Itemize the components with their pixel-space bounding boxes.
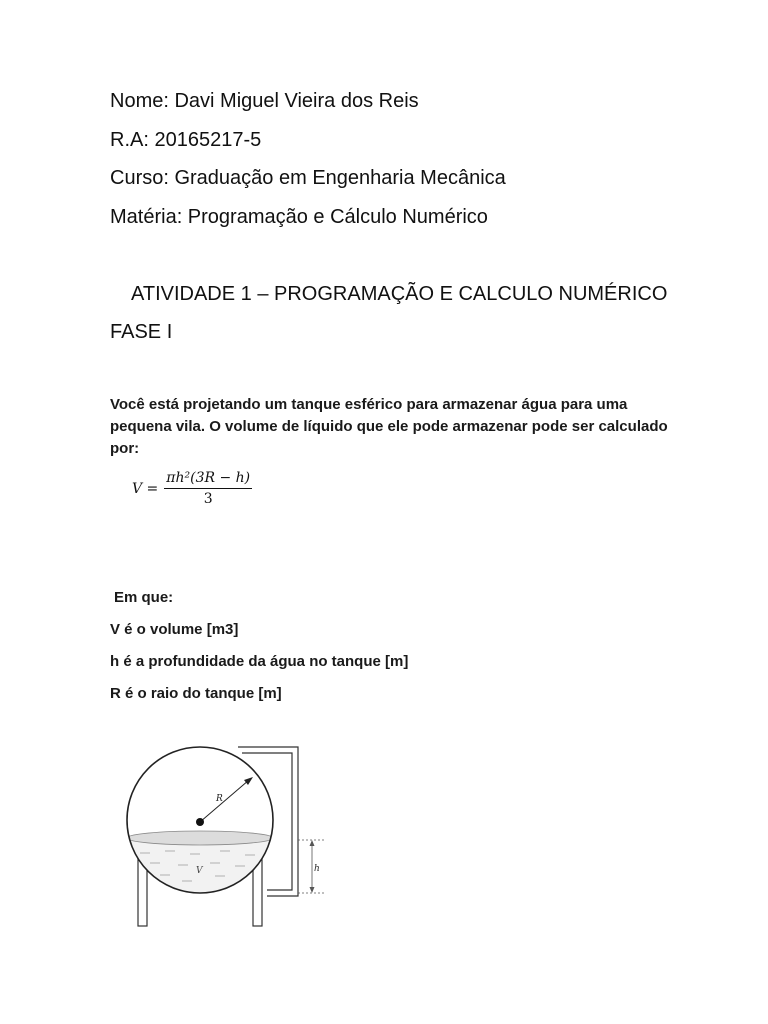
variable-radius: R é o raio do tanque [m] (110, 685, 282, 702)
variables-intro: Em que: (114, 589, 174, 606)
tank-diagram (120, 735, 330, 930)
height-dimension (298, 840, 325, 893)
student-name: Nome: Davi Miguel Vieira dos Reis (110, 90, 419, 112)
volume-formula (132, 470, 252, 507)
formula-denominator: 3 (203, 491, 213, 507)
variable-depth: h é a profundidade da água no tanque [m] (110, 653, 409, 670)
student-ra: R.A: 20165217-5 (110, 129, 262, 151)
formula-lhs: V = (132, 480, 159, 497)
formula-numerator: πh²(3R − h) (164, 470, 252, 489)
activity-title: ATIVIDADE 1 – PROGRAMAÇÃO E CALCULO NUMÉRICO (131, 283, 668, 305)
label-volume: V (196, 866, 203, 876)
radius-indicator (196, 777, 253, 826)
label-radius: R (216, 794, 223, 804)
activity-phase: FASE I (110, 321, 173, 343)
problem-statement: Você está projetando um tanque esférico para armazenar água para uma pequena vila. O volume de líquido que ele pode armazenar pode ser calculado por: (110, 396, 668, 457)
label-height: h (314, 864, 320, 874)
student-subject: Matéria: Programação e Cálculo Numérico (110, 206, 488, 228)
formula-fraction (164, 470, 252, 507)
student-course: Curso: Graduação em Engenharia Mecânica (110, 167, 506, 189)
variable-volume: V é o volume [m3] (110, 621, 239, 638)
